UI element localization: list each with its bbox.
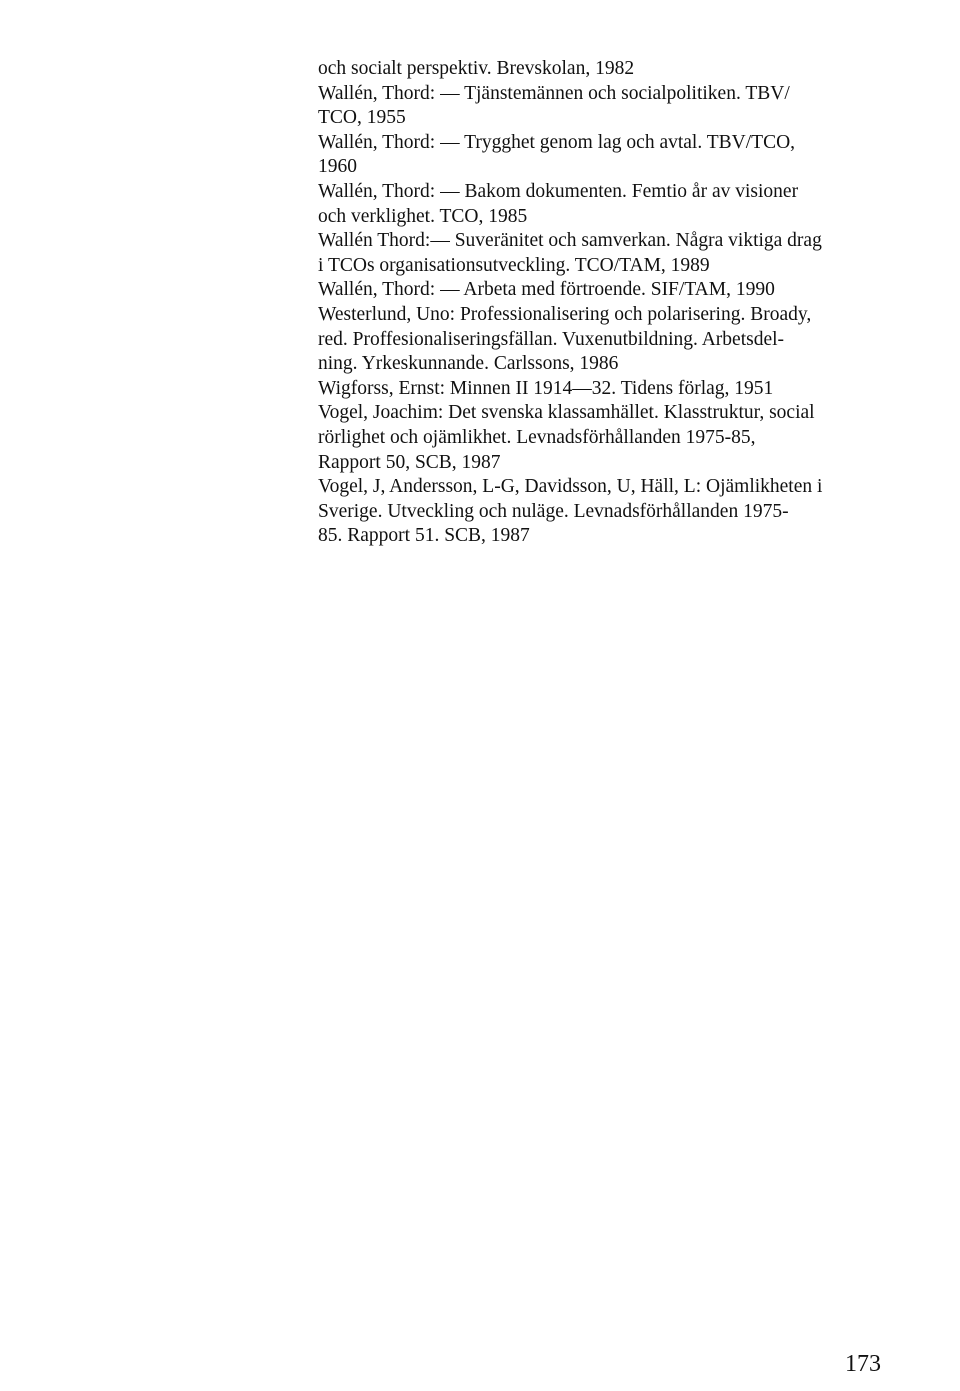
reference-entry [318, 377, 878, 402]
reference-line: Vogel, J, Andersson, L-G, Davidsson, U, Häll, L: Ojämlikheten i [318, 476, 823, 498]
reference-entry [318, 131, 878, 180]
reference-line: 85. Rapport 51. SCB, 1987 [318, 525, 530, 547]
reference-line: TCO, 1955 [318, 107, 406, 129]
reference-line: Rapport 50, SCB, 1987 [318, 451, 501, 473]
reference-line: rörlighet och ojämlikhet. Levnadsförhållanden 1975-85, [318, 426, 756, 448]
reference-line: Wallén, Thord: — Trygghet genom lag och avtal. TBV/TCO, [318, 131, 796, 153]
reference-line: 1960 [318, 156, 357, 178]
reference-entry [318, 401, 878, 475]
reference-line: Wallén Thord:— Suveränitet och samverkan. Några viktiga drag [318, 230, 822, 252]
reference-line: i TCOs organisationsutveckling. TCO/TAM, 1989 [318, 254, 710, 276]
reference-entry [318, 278, 878, 303]
reference-line: Vogel, Joachim: Det svenska klassamhället. Klasstruktur, social [318, 402, 815, 424]
reference-line: Sverige. Utveckling och nuläge. Levnadsförhållanden 1975- [318, 500, 789, 522]
reference-list [318, 57, 878, 549]
reference-entry [318, 229, 878, 278]
reference-line: Wigforss, Ernst: Minnen II 1914—32. Tidens förlag, 1951 [318, 377, 774, 399]
reference-line: och verklighet. TCO, 1985 [318, 205, 528, 227]
reference-line: ning. Yrkeskunnande. Carlssons, 1986 [318, 353, 619, 375]
reference-line: Wallén, Thord: — Arbeta med förtroende. SIF/TAM, 1990 [318, 279, 775, 301]
reference-line: Westerlund, Uno: Professionalisering och polarisering. Broady, [318, 303, 812, 325]
reference-line: och socialt perspektiv. Brevskolan, 1982 [318, 58, 635, 79]
reference-entry [318, 82, 878, 131]
reference-entry [318, 180, 878, 229]
reference-entry [318, 303, 878, 377]
reference-line: Wallén, Thord: — Bakom dokumenten. Femtio år av visioner [318, 180, 799, 202]
page-number: 173 [845, 1351, 881, 1377]
reference-entry [318, 475, 878, 549]
reference-line: red. Proffesionaliseringsfällan. Vuxenutbildning. Arbetsdel- [318, 328, 785, 350]
reference-line: Wallén, Thord: — Tjänstemännen och socialpolitiken. TBV/ [318, 82, 790, 104]
reference-entry [318, 57, 878, 82]
